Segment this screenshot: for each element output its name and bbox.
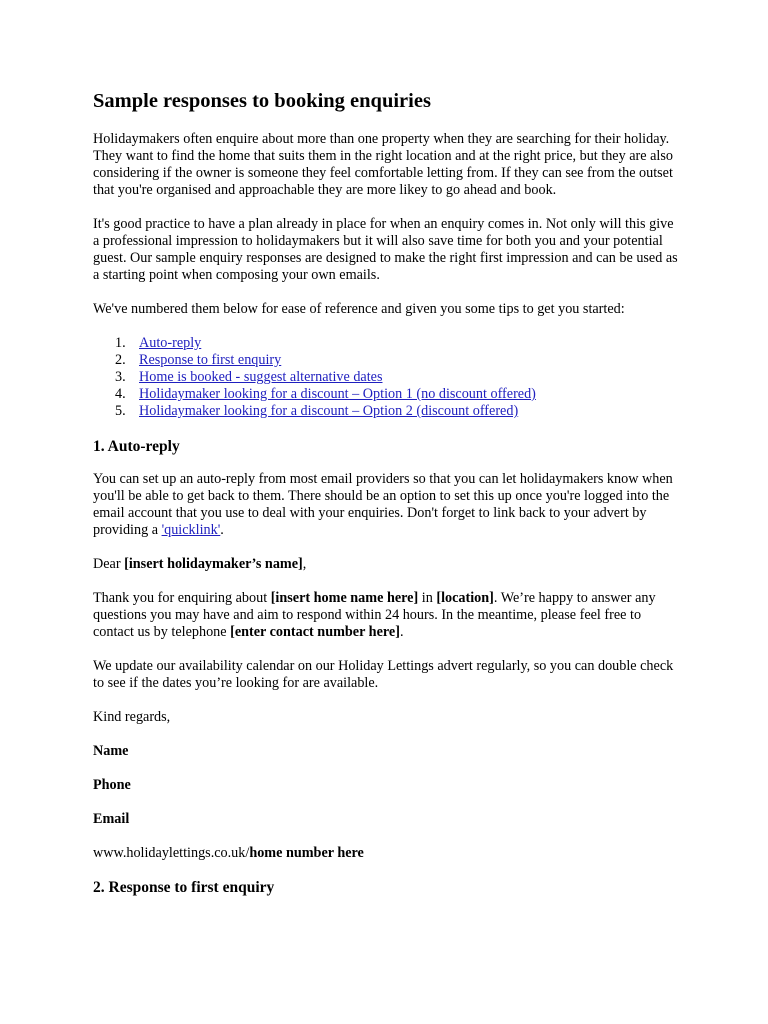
toc-number: 3. xyxy=(115,369,126,385)
home-name-placeholder: [insert home name here] xyxy=(270,590,419,606)
holidaymaker-name-placeholder: [insert holidaymaker’s name] xyxy=(124,556,303,572)
toc-link-discount-option-2[interactable]: Holidaymaker looking for a discount – Option 2 (discount offered) xyxy=(139,403,519,419)
table-of-contents xyxy=(93,335,683,420)
toc-link-first-enquiry[interactable]: Response to first enquiry xyxy=(139,352,282,368)
description-text: You can set up an auto-reply from most email providers so that you can let holidaymakers know when you'll be able to get back to them. There should be an option to set this up once you're logged into the email account that you use to deal with your enquiries. Don't forget to link back to your advert by providing a xyxy=(93,471,673,538)
dear-text: Dear xyxy=(93,556,125,572)
salutation-comma: , xyxy=(302,556,307,572)
toc-number: 4. xyxy=(115,386,126,402)
auto-reply-description xyxy=(93,471,683,539)
toc-link-home-booked[interactable]: Home is booked - suggest alternative dates xyxy=(139,369,383,385)
toc-number: 5. xyxy=(115,403,126,419)
quicklink-link[interactable]: 'quicklink' xyxy=(161,522,221,538)
section-heading-first-enquiry: 2. Response to first enquiry xyxy=(93,879,275,896)
phone-label: Phone xyxy=(93,777,131,793)
toc-item xyxy=(93,403,683,420)
toc-item xyxy=(93,386,683,403)
toc-number: 2. xyxy=(115,352,126,368)
toc-link-auto-reply[interactable]: Auto-reply xyxy=(139,335,202,351)
description-end: . xyxy=(220,522,224,538)
toc-item xyxy=(93,369,683,386)
thanks-text-d: . xyxy=(399,624,404,640)
name-label: Name xyxy=(93,743,129,759)
salutation xyxy=(93,556,683,573)
toc-item xyxy=(93,335,683,352)
advert-url xyxy=(93,845,683,862)
availability-paragraph: We update our availability calendar on our Holiday Lettings advert regularly, so you can double check to see if the dates you’re looking for are available. xyxy=(93,658,674,691)
toc-item xyxy=(93,352,683,369)
thanks-text-c: . We’re happy to answer any questions you may have and aim to respond within 24 hours. In the meantime, please feel free to contact us by telephone xyxy=(93,590,656,640)
document-page xyxy=(93,88,683,898)
email-label: Email xyxy=(93,811,130,827)
url-domain: www.holidaylettings.co.uk/ xyxy=(93,845,250,861)
location-placeholder: [location] xyxy=(436,590,494,606)
toc-link-discount-option-1[interactable]: Holidaymaker looking for a discount – Option 1 (no discount offered) xyxy=(139,386,536,402)
sign-off: Kind regards, xyxy=(93,709,171,725)
intro-paragraph-2: It's good practice to have a plan already in place for when an enquiry comes in. Not only will this give a professional impression to holidaymakers but it will also save time for both you and your potential guest. Our sample enquiry responses are designed to make the right first impression and can be used as a starting point when composing your own emails. xyxy=(93,216,678,283)
intro-paragraph-3: We've numbered them below for ease of reference and given you some tips to get you started: xyxy=(93,301,625,317)
toc-number: 1. xyxy=(115,335,126,351)
signature-email xyxy=(93,811,683,828)
thanks-paragraph xyxy=(93,590,683,641)
intro-paragraph-1: Holidaymakers often enquire about more than one property when they are searching for their holiday. They want to find the home that suits them in the right location and at the right price, but they are also considering if the owner is someone they feel comfortable letting from. If they can see from the outset that you're organised and approachable they are more likey to go ahead and book. xyxy=(93,131,673,198)
signature-name xyxy=(93,743,683,760)
thanks-text-b: in xyxy=(418,590,437,606)
thanks-text-a: Thank you for enquiring about xyxy=(93,590,271,606)
page-title: Sample responses to booking enquiries xyxy=(93,90,431,112)
contact-number-placeholder: [enter contact number here] xyxy=(230,624,400,640)
section-heading-auto-reply: 1. Auto-reply xyxy=(93,438,180,455)
url-home-number: home number here xyxy=(249,845,364,861)
signature-phone xyxy=(93,777,683,794)
